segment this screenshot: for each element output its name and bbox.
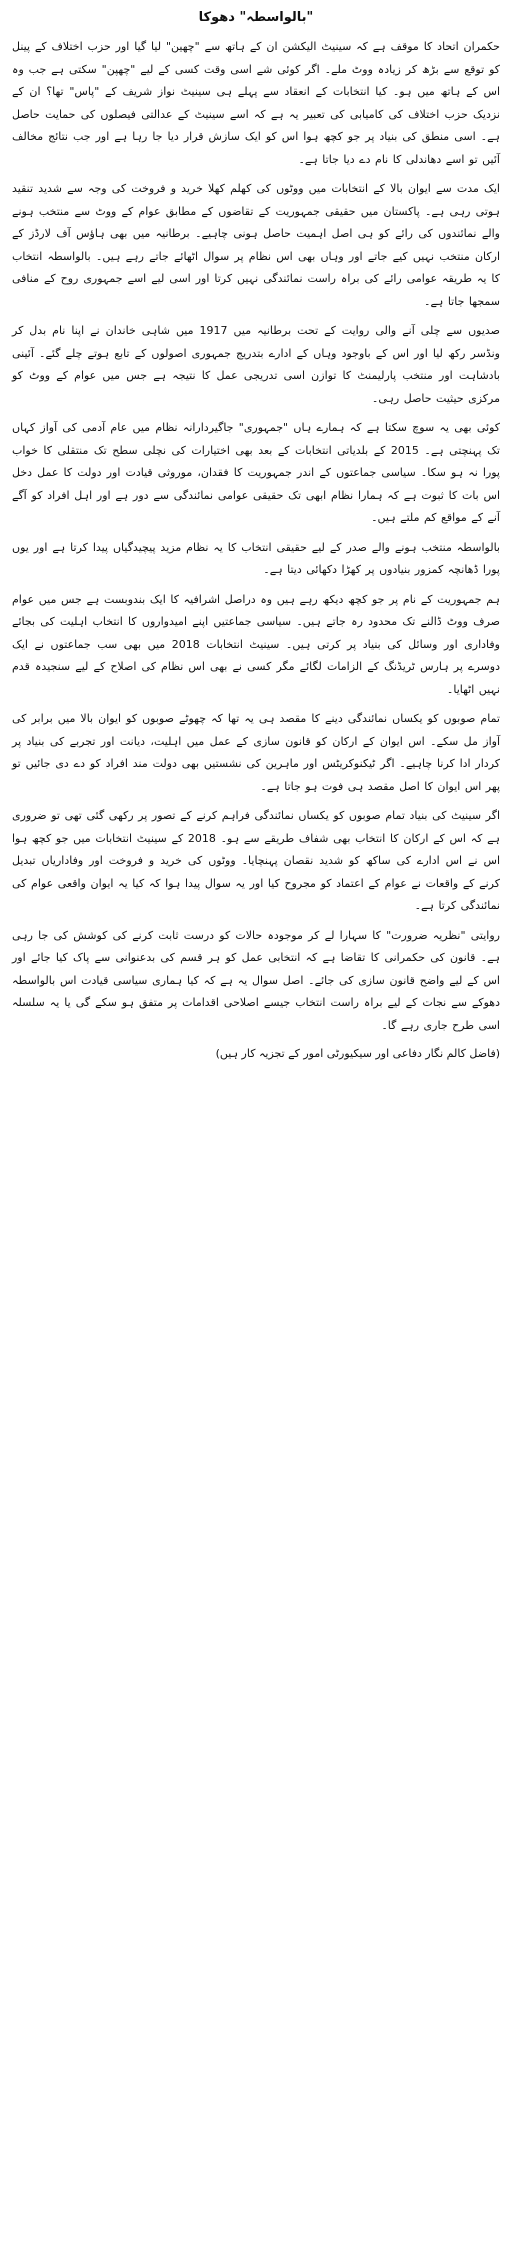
article-paragraph: روایتی "نظریہ ضرورت" کا سہارا لے کر موجودہ حالات کو درست ثابت کرنے کی کوشش کی جا رہی ہے۔ قانون کی حکمرانی کا تقاضا ہے کہ انتخابی عمل کو ہر قسم کی بدعنوانی سے پاک کیا جائے اور اس کے لیے واضح قانون سازی کی جائے۔ اصل سوال یہ ہے کہ کیا ہماری سیاسی قیادت اس بالواسطہ دھوکے سے نجات کے لیے براہ راست انتخاب جیسے اصلاحی اقدامات پر متفق ہو سکے گی یا یہ سلسلہ اسی طرح جاری رہے گا۔ [12,928,500,1032]
article-paragraph: ایک مدت سے ایوان بالا کے انتخابات میں ووٹوں کی کھلم کھلا خرید و فروخت کی وجہ سے شدید تنقید ہوتی رہی ہے۔ پاکستان میں حقیقی جمہوریت کے تقاضوں کے مطابق عوام کے ووٹ سے منتخب ہونے والے نمائندوں کی رائے کو ہی اصل اہمیت حاصل ہونی چاہیے۔ برطانیہ میں بھی ہاؤس آف لارڈز کے ارکان منتخب نہیں کیے جاتے اور وہاں بھی اس نظام پر سوال اٹھائے جاتے رہے ہیں۔ بالواسطہ انتخاب کا یہ طریقہ عوامی رائے کی براہ راست نمائندگی نہیں کرتا اور اسی لیے اسے جمہوری روح کے منافی سمجھا جاتا ہے۔ [12,182,500,308]
article-paragraph: ہم جمہوریت کے نام پر جو کچھ دیکھ رہے ہیں وہ دراصل اشرافیہ کا ایک بندوبست ہے جس میں عوام صرف ووٹ ڈالنے تک محدود رہ جاتے ہیں۔ سیاسی جماعتیں اپنے امیدواروں کا انتخاب اہلیت کی بجائے وفاداری اور وسائل کی بنیاد پر کرتی ہیں۔ سینیٹ انتخابات 2018 میں بھی سب جماعتوں نے ایک دوسرے پر ہارس ٹریڈنگ کے الزامات لگائے مگر کسی نے بھی اس نظام کی اصلاح کے لیے سنجیدہ قدم نہیں اٹھایا۔ [12,592,500,696]
article-paragraph: تمام صوبوں کو یکساں نمائندگی دینے کا مقصد ہی یہ تھا کہ چھوٹے صوبوں کو ایوان بالا میں برابر کی آواز مل سکے۔ اس ایوان کے ارکان کو قانون سازی کے عمل میں اہلیت، دیانت اور تجربے کی بنیاد پر کردار ادا کرنا چاہیے۔ اگر ٹیکنوکریٹس اور ماہرین کی نشستیں بھی دولت مند افراد کو دے دی جائیں تو پھر اس ایوان کا اصل مقصد ہی فوت ہو جاتا ہے۔ [12,712,500,793]
article-paragraph: کوئی بھی یہ سوچ سکتا ہے کہ ہمارے ہاں "جمہوری" جاگیردارانہ نظام میں عام آدمی کی آواز کہاں تک پہنچتی ہے۔ 2015 کے بلدیاتی انتخابات کے بعد بھی اختیارات کی نچلی سطح تک منتقلی کا خواب پورا نہ ہو سکا۔ سیاسی جماعتوں کے اندر جمہوریت کا فقدان، موروثی قیادت اور دولت کا عمل دخل اس بات کا ثبوت ہے کہ ہمارا نظام ابھی تک حقیقی عوامی نمائندگی سے دور ہے اور اہل افراد کو آگے آنے کے مواقع کم ملتے ہیں۔ [12,421,500,524]
article-paragraph: صدیوں سے چلی آنے والی روایت کے تحت برطانیہ میں 1917 میں شاہی خاندان نے اپنا نام بدل کر ونڈسر رکھ لیا اور اس کے باوجود وہاں کے ادارے بتدریج جمہوری اصولوں کے تابع ہوتے چلے گئے۔ آئینی بادشاہت اور منتخب پارلیمنٹ کا توازن اسی تدریجی عمل کا نتیجہ ہے جس میں عوام کے ووٹ کو مرکزی حیثیت حاصل رہی۔ [12,324,501,405]
article-title: "بالواسطہ" دھوکا [198,10,314,25]
article-paragraph: بالواسطہ منتخب ہونے والے صدر کے لیے حقیقی انتخاب کا یہ نظام مزید پیچیدگیاں پیدا کرتا ہے اور یوں پورا ڈھانچہ کمزور بنیادوں پر کھڑا دکھائی دیتا ہے۔ [12,540,500,576]
author-note: (فاضل کالم نگار دفاعی اور سیکیورٹی امور کے تجزیہ کار ہیں) [215,1047,500,1060]
article-paragraph: حکمران اتحاد کا موقف ہے کہ سینیٹ الیکشن ان کے ہاتھ سے "چھین" لیا گیا اور حزب اختلاف کے پینل کو توقع سے بڑھ کر زیادہ ووٹ ملے۔ اگر کوئی شے اسی وقت کسی کے لیے "چھپن" سکتی ہے جب وہ اس کے ہاتھ میں ہو۔ کیا انتخابات کے انعقاد سے پہلے ہی سینیٹ نواز شریف کے "پاس" تھا؟ ان کے نزدیک حزب اختلاف کی کامیابی کی تعبیر یہ ہے کہ اسے سینیٹ کے عدالتی فیصلوں کی حمایت حاصل ہے۔ اسی منطق کی بنیاد پر جو کچھ ہوا اس کو ایک سازش قرار دیا جا رہا ہے اور جب نتائج مخالف آئیں تو اسے دھاندلی کا نام دے دیا جاتا ہے۔ [12,40,500,166]
article-paragraph: اگر سینیٹ کی بنیاد تمام صوبوں کو یکساں نمائندگی فراہم کرنے کے تصور پر رکھی گئی تھی تو ضروری ہے کہ اس کے ارکان کا انتخاب بھی شفاف طریقے سے ہو۔ 2018 کے سینیٹ انتخابات میں جو کچھ ہوا اس نے اس ادارے کی ساکھ کو شدید نقصان پہنچایا۔ ووٹوں کی خرید و فروخت اور وفاداریاں تبدیل کرنے کے واقعات نے عوام کے اعتماد کو مجروح کیا اور یہ سوال پیدا ہوا کہ کیا یہ ایوان واقعی عوام کی نمائندگی کرتا ہے۔ [12,809,500,912]
